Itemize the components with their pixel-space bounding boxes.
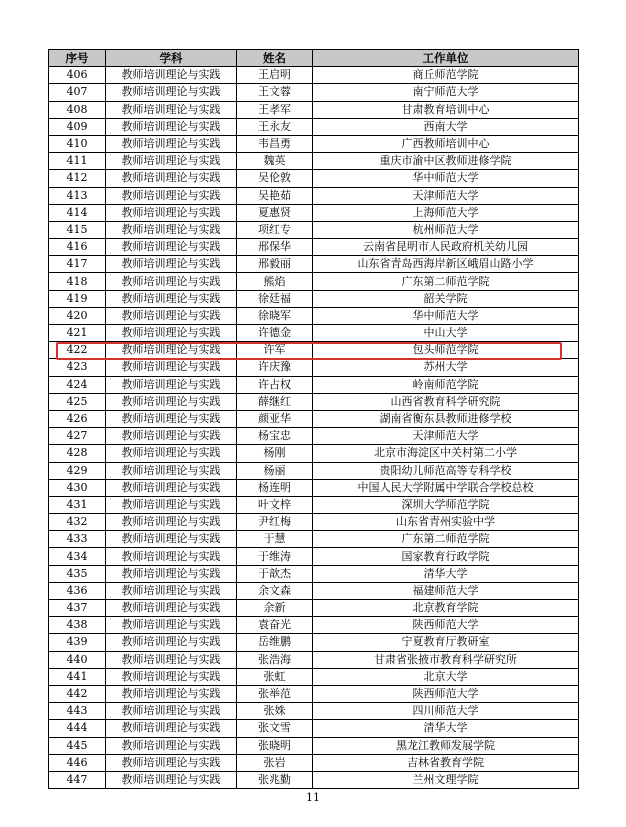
table-row: [49, 135, 579, 152]
cell-subject: 教师培训理论与实践: [106, 548, 237, 565]
cell-name: 韦昌勇: [237, 135, 313, 152]
cell-index: 423: [49, 359, 106, 376]
cell-index: 447: [49, 771, 106, 788]
cell-workplace: 重庆市渝中区教师进修学院: [313, 153, 579, 170]
cell-subject: 教师培训理论与实践: [106, 153, 237, 170]
header-name: 姓名: [237, 50, 313, 67]
cell-subject: 教师培训理论与实践: [106, 617, 237, 634]
cell-workplace: 福建师范大学: [313, 582, 579, 599]
cell-index: 441: [49, 668, 106, 685]
cell-index: 422: [49, 342, 106, 359]
table-row: [49, 548, 579, 565]
cell-subject: 教师培训理论与实践: [106, 582, 237, 599]
cell-index: 413: [49, 187, 106, 204]
cell-name: 魏英: [237, 153, 313, 170]
table-row: [49, 187, 579, 204]
cell-subject: 教师培训理论与实践: [106, 359, 237, 376]
cell-index: 409: [49, 118, 106, 135]
cell-workplace: 山东省青州实验中学: [313, 514, 579, 531]
cell-workplace: 甘肃省张掖市教育科学研究所: [313, 651, 579, 668]
cell-workplace: 山东省青岛西海岸新区峨眉山路小学: [313, 256, 579, 273]
cell-workplace: 兰州文理学院: [313, 771, 579, 788]
cell-workplace: 天津师范大学: [313, 187, 579, 204]
cell-name: 熊焰: [237, 273, 313, 290]
cell-subject: 教师培训理论与实践: [106, 720, 237, 737]
table-row: [49, 221, 579, 238]
table-row: [49, 703, 579, 720]
cell-index: 412: [49, 170, 106, 187]
cell-name: 王文蓉: [237, 84, 313, 101]
cell-subject: 教师培训理论与实践: [106, 393, 237, 410]
cell-name: 徐晓军: [237, 307, 313, 324]
cell-subject: 教师培训理论与实践: [106, 290, 237, 307]
cell-index: 418: [49, 273, 106, 290]
table-row: [49, 376, 579, 393]
cell-name: 邢毅丽: [237, 256, 313, 273]
cell-index: 436: [49, 582, 106, 599]
table-row: [49, 170, 579, 187]
cell-workplace: 中山大学: [313, 325, 579, 342]
cell-name: 王孝军: [237, 101, 313, 118]
cell-name: 于慧: [237, 531, 313, 548]
cell-workplace: 陕西师范大学: [313, 617, 579, 634]
table-row: [49, 273, 579, 290]
cell-subject: 教师培训理论与实践: [106, 67, 237, 84]
cell-name: 张晓明: [237, 737, 313, 754]
cell-workplace: 岭南师范学院: [313, 376, 579, 393]
cell-index: 425: [49, 393, 106, 410]
cell-subject: 教师培训理论与实践: [106, 84, 237, 101]
table-row: [49, 462, 579, 479]
table-row: [49, 651, 579, 668]
cell-workplace: 韶关学院: [313, 290, 579, 307]
cell-index: 407: [49, 84, 106, 101]
cell-subject: 教师培训理论与实践: [106, 771, 237, 788]
cell-name: 叶文梓: [237, 496, 313, 513]
cell-name: 余新: [237, 600, 313, 617]
cell-index: 431: [49, 496, 106, 513]
roster-table: [48, 49, 579, 789]
cell-index: 432: [49, 514, 106, 531]
cell-name: 于歆杰: [237, 565, 313, 582]
cell-subject: 教师培训理论与实践: [106, 634, 237, 651]
cell-name: 吴伦敦: [237, 170, 313, 187]
cell-workplace: 中国人民大学附属中学联合学校总校: [313, 479, 579, 496]
cell-index: 437: [49, 600, 106, 617]
cell-index: 433: [49, 531, 106, 548]
cell-workplace: 华中师范大学: [313, 307, 579, 324]
cell-workplace: 北京市海淀区中关村第二小学: [313, 445, 579, 462]
cell-subject: 教师培训理论与实践: [106, 445, 237, 462]
table-row: [49, 204, 579, 221]
table-row: [49, 668, 579, 685]
cell-index: 408: [49, 101, 106, 118]
cell-name: 张岩: [237, 754, 313, 771]
cell-index: 414: [49, 204, 106, 221]
cell-workplace: 国家教育行政学院: [313, 548, 579, 565]
cell-index: 406: [49, 67, 106, 84]
cell-name: 袁奋光: [237, 617, 313, 634]
cell-index: 444: [49, 720, 106, 737]
cell-workplace: 吉林省教育学院: [313, 754, 579, 771]
cell-workplace: 贵阳幼儿师范高等专科学校: [313, 462, 579, 479]
cell-subject: 教师培训理论与实践: [106, 135, 237, 152]
table-row: [49, 737, 579, 754]
cell-name: 张文雪: [237, 720, 313, 737]
cell-name: 张姝: [237, 703, 313, 720]
table-row: [49, 479, 579, 496]
cell-workplace: 西南大学: [313, 118, 579, 135]
cell-workplace: 宁夏教育厅教研室: [313, 634, 579, 651]
cell-index: 411: [49, 153, 106, 170]
cell-name: 颜亚华: [237, 410, 313, 427]
cell-index: 443: [49, 703, 106, 720]
table-row: [49, 634, 579, 651]
table-row: [49, 84, 579, 101]
cell-name: 项红专: [237, 221, 313, 238]
cell-subject: 教师培训理论与实践: [106, 685, 237, 702]
cell-index: 442: [49, 685, 106, 702]
cell-name: 邢保华: [237, 239, 313, 256]
cell-subject: 教师培训理论与实践: [106, 496, 237, 513]
cell-subject: 教师培训理论与实践: [106, 754, 237, 771]
cell-workplace: 清华大学: [313, 720, 579, 737]
table-row: [49, 359, 579, 376]
table-row: [49, 582, 579, 599]
cell-index: 429: [49, 462, 106, 479]
cell-name: 杨丽: [237, 462, 313, 479]
cell-subject: 教师培训理论与实践: [106, 462, 237, 479]
table-row: [49, 565, 579, 582]
table-row: [49, 393, 579, 410]
table-body: [49, 67, 579, 789]
highlight-box: [56, 342, 562, 360]
cell-workplace: 包头师范学院: [313, 342, 579, 359]
cell-workplace: 广东第二师范学院: [313, 273, 579, 290]
table-row: [49, 67, 579, 84]
table-row: [49, 428, 579, 445]
cell-subject: 教师培训理论与实践: [106, 101, 237, 118]
table-row: [49, 720, 579, 737]
table-row: [49, 239, 579, 256]
table-row: [49, 307, 579, 324]
cell-name: 尹红梅: [237, 514, 313, 531]
cell-workplace: 杭州师范大学: [313, 221, 579, 238]
cell-index: 421: [49, 325, 106, 342]
cell-subject: 教师培训理论与实践: [106, 565, 237, 582]
cell-name: 徐廷福: [237, 290, 313, 307]
cell-workplace: 山西省教育科学研究院: [313, 393, 579, 410]
cell-name: 杨刚: [237, 445, 313, 462]
cell-subject: 教师培训理论与实践: [106, 204, 237, 221]
cell-index: 415: [49, 221, 106, 238]
table-row: [49, 496, 579, 513]
header-subject: 学科: [106, 50, 237, 67]
table-row: [49, 445, 579, 462]
header-index: 序号: [49, 50, 106, 67]
cell-workplace: 商丘师范学院: [313, 67, 579, 84]
cell-index: 430: [49, 479, 106, 496]
cell-name: 余文森: [237, 582, 313, 599]
cell-name: 张浩海: [237, 651, 313, 668]
cell-workplace: 陕西师范大学: [313, 685, 579, 702]
cell-index: 424: [49, 376, 106, 393]
cell-name: 杨连明: [237, 479, 313, 496]
cell-subject: 教师培训理论与实践: [106, 342, 237, 359]
cell-workplace: 黑龙江教师发展学院: [313, 737, 579, 754]
cell-subject: 教师培训理论与实践: [106, 239, 237, 256]
cell-workplace: 南宁师范大学: [313, 84, 579, 101]
cell-index: 434: [49, 548, 106, 565]
cell-subject: 教师培训理论与实践: [106, 514, 237, 531]
table-row: [49, 754, 579, 771]
cell-subject: 教师培训理论与实践: [106, 410, 237, 427]
cell-index: 446: [49, 754, 106, 771]
cell-name: 许占权: [237, 376, 313, 393]
cell-name: 于维涛: [237, 548, 313, 565]
table-row: [49, 256, 579, 273]
cell-index: 438: [49, 617, 106, 634]
table-row: [49, 531, 579, 548]
cell-subject: 教师培训理论与实践: [106, 531, 237, 548]
table-header: [49, 50, 579, 67]
cell-index: 440: [49, 651, 106, 668]
cell-workplace: 广西教师培训中心: [313, 135, 579, 152]
cell-index: 427: [49, 428, 106, 445]
cell-index: 420: [49, 307, 106, 324]
table-row: [49, 118, 579, 135]
cell-name: 薛继红: [237, 393, 313, 410]
table-row: [49, 101, 579, 118]
table-row: [49, 685, 579, 702]
header-workplace: 工作单位: [313, 50, 579, 67]
cell-workplace: 清华大学: [313, 565, 579, 582]
table-row: [49, 617, 579, 634]
table-row: [49, 410, 579, 427]
cell-subject: 教师培训理论与实践: [106, 600, 237, 617]
cell-name: 夏惠贤: [237, 204, 313, 221]
cell-index: 416: [49, 239, 106, 256]
cell-name: 许庆豫: [237, 359, 313, 376]
cell-workplace: 苏州大学: [313, 359, 579, 376]
cell-workplace: 华中师范大学: [313, 170, 579, 187]
table-row: [49, 153, 579, 170]
cell-index: 435: [49, 565, 106, 582]
cell-index: 410: [49, 135, 106, 152]
cell-workplace: 深圳大学师范学院: [313, 496, 579, 513]
cell-workplace: 广东第二师范学院: [313, 531, 579, 548]
header-row: [49, 50, 579, 67]
cell-name: 岳维鹏: [237, 634, 313, 651]
cell-index: 445: [49, 737, 106, 754]
cell-name: 王永友: [237, 118, 313, 135]
cell-index: 419: [49, 290, 106, 307]
cell-subject: 教师培训理论与实践: [106, 118, 237, 135]
cell-index: 439: [49, 634, 106, 651]
cell-index: 428: [49, 445, 106, 462]
cell-name: 张举范: [237, 685, 313, 702]
cell-workplace: 北京教育学院: [313, 600, 579, 617]
cell-workplace: 湖南省衡东县教师进修学校: [313, 410, 579, 427]
cell-subject: 教师培训理论与实践: [106, 170, 237, 187]
cell-subject: 教师培训理论与实践: [106, 428, 237, 445]
cell-workplace: 四川师范大学: [313, 703, 579, 720]
table-row: [49, 600, 579, 617]
table-row: [49, 771, 579, 788]
cell-subject: 教师培训理论与实践: [106, 479, 237, 496]
cell-workplace: 上海师范大学: [313, 204, 579, 221]
cell-subject: 教师培训理论与实践: [106, 737, 237, 754]
cell-name: 吴艳茹: [237, 187, 313, 204]
page-number: 11: [306, 791, 320, 804]
cell-subject: 教师培训理论与实践: [106, 221, 237, 238]
cell-name: 许德金: [237, 325, 313, 342]
table-row: [49, 514, 579, 531]
cell-subject: 教师培训理论与实践: [106, 187, 237, 204]
table-row: [49, 290, 579, 307]
cell-name: 许军: [237, 342, 313, 359]
cell-workplace: 天津师范大学: [313, 428, 579, 445]
cell-workplace: 北京大学: [313, 668, 579, 685]
cell-subject: 教师培训理论与实践: [106, 273, 237, 290]
cell-subject: 教师培训理论与实践: [106, 307, 237, 324]
cell-name: 杨宝忠: [237, 428, 313, 445]
table-row: [49, 325, 579, 342]
cell-name: 张虹: [237, 668, 313, 685]
cell-workplace: 云南省昆明市人民政府机关幼儿园: [313, 239, 579, 256]
cell-index: 417: [49, 256, 106, 273]
cell-subject: 教师培训理论与实践: [106, 668, 237, 685]
cell-subject: 教师培训理论与实践: [106, 376, 237, 393]
cell-subject: 教师培训理论与实践: [106, 256, 237, 273]
cell-subject: 教师培训理论与实践: [106, 651, 237, 668]
cell-name: 王启明: [237, 67, 313, 84]
cell-subject: 教师培训理论与实践: [106, 325, 237, 342]
cell-workplace: 甘肃教育培训中心: [313, 101, 579, 118]
cell-subject: 教师培训理论与实践: [106, 703, 237, 720]
cell-name: 张兆勤: [237, 771, 313, 788]
cell-index: 426: [49, 410, 106, 427]
